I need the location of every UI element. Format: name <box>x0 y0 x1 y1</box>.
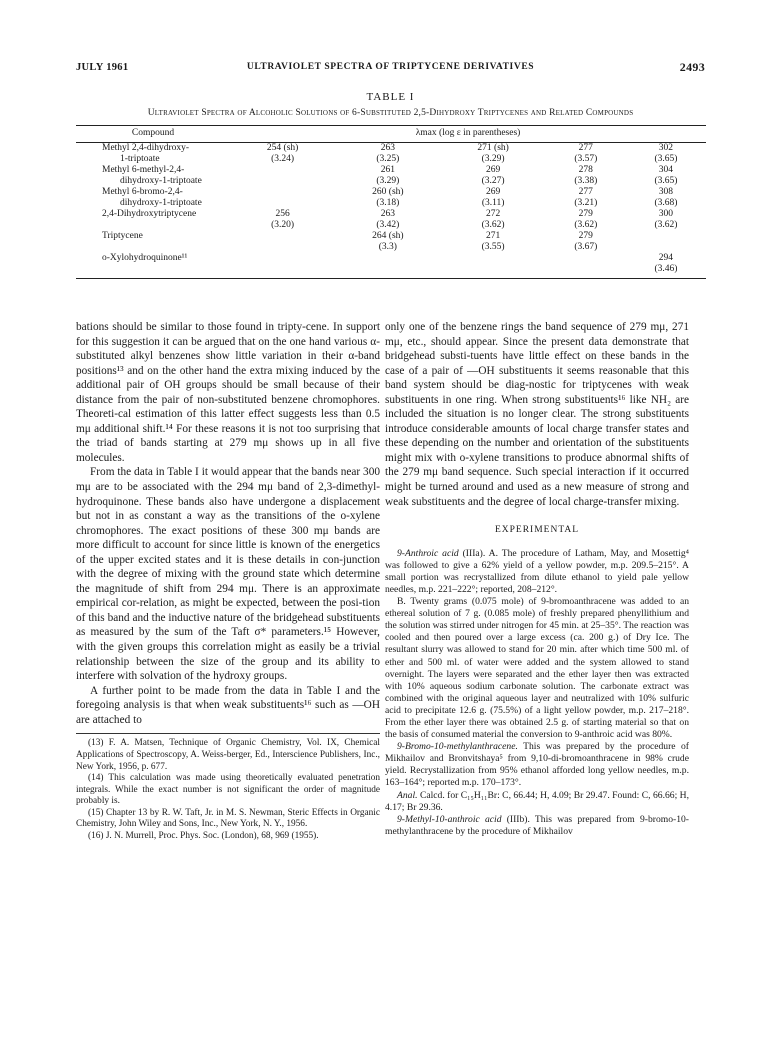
lambda-cell: (3.21) <box>574 198 598 208</box>
table-row <box>76 242 706 253</box>
lambda-cell <box>230 253 335 264</box>
lambda-cell: 254 (sh) <box>266 143 299 153</box>
compound-name <box>76 264 230 279</box>
exp-paragraph-anthroic-acid: 9-Anthroic acid (IIIa). A. The procedure of Latham, May, and Mosettig⁴ was followed to give a 62% yield of a yellow powder, m.p. 209.5–215°. A small portion was recrystallized from dilute ethanol to yield pale yellow needles, m.p. 221–222°; reported, 208–212°. <box>385 547 690 595</box>
lambda-cell: 308 <box>658 187 674 197</box>
lambda-cell <box>441 253 546 264</box>
compound-name <box>76 220 230 231</box>
lambda-cell: 277 <box>578 143 593 153</box>
lambda-cell: 271 <box>486 231 501 241</box>
compound-name: dihydroxy-1-triptoate <box>120 198 202 208</box>
lambda-cell <box>230 187 335 198</box>
lambda-cell: (3.42) <box>376 220 400 230</box>
lambda-cell: 277 <box>578 187 593 197</box>
compound-name: Methyl 2,4-dihydroxy- <box>102 143 190 153</box>
lambda-cell: 264 (sh) <box>372 231 404 241</box>
footnote-16: (16) J. N. Murrell, Proc. Phys. Soc. (London), 68, 969 (1955). <box>88 831 319 842</box>
analysis-label: Anal. <box>397 789 418 801</box>
lambda-cell: (3.25) <box>376 154 400 164</box>
table-header-compound: Compound <box>76 126 230 143</box>
lambda-cell: 256 <box>275 209 290 219</box>
lambda-cell: 263 <box>380 143 395 153</box>
lambda-cell <box>230 176 335 187</box>
table-row <box>76 154 706 165</box>
compound-title: 9-Anthroic acid <box>397 547 459 559</box>
experimental-heading: EXPERIMENTAL <box>494 525 580 536</box>
compound-name: Methyl 6-methyl-2,4- <box>102 165 185 175</box>
exp-paragraph-methyl-anthroic-acid: 9-Methyl-10-anthroic acid (IIIb). This was prepared from 9-bromo-10-methylanthracene by the procedure of Mikhailov <box>385 813 689 837</box>
lambda-cell <box>230 264 335 279</box>
lambda-cell: (3.38) <box>574 176 598 186</box>
compound-name: dihydroxy-1-triptoate <box>120 176 202 186</box>
table-row <box>76 209 706 220</box>
lambda-cell <box>546 264 626 279</box>
table-row <box>76 198 706 209</box>
lambda-cell <box>335 264 440 279</box>
table-row <box>76 264 706 279</box>
header-running-title: ULTRAVIOLET SPECTRA OF TRIPTYCENE DERIVATIVES <box>246 62 535 72</box>
footnote-14: (14) This calculation was made using theoretically evaluated penetration integrals. While the exact number is not significant the order of magnitude probably is. <box>76 773 380 807</box>
lambda-cell: 279 <box>578 209 593 219</box>
compound-title: 9-Bromo-10-methylanthracene. <box>397 741 518 753</box>
lambda-cell: (3.29) <box>376 176 400 186</box>
lambda-cell: 263 <box>380 209 395 219</box>
lambda-cell: (3.46) <box>626 264 706 279</box>
lambda-cell: 294 <box>658 253 674 263</box>
footnote-divider <box>76 733 380 734</box>
footnote-13: (13) F. A. Matsen, Technique of Organic Chemistry, Vol. IX, Chemical Applications of Spectroscopy, A. Weiss-berger, Ed., Interscience Publishers, Inc., New York, 1956, p. 677. <box>76 738 380 772</box>
lambda-cell: 278 <box>578 165 593 175</box>
compound-name: 1-triptoate <box>120 154 160 164</box>
lambda-cell: (3.27) <box>481 176 505 186</box>
table-body <box>76 143 706 279</box>
left-column <box>76 320 380 843</box>
lambda-cell: 269 <box>486 165 501 175</box>
lambda-cell: 304 <box>658 165 674 175</box>
compound-name: Methyl 6-bromo-2,4- <box>102 187 183 197</box>
header-page-number: 2493 <box>679 60 705 74</box>
lambda-cell: (3.67) <box>574 242 598 252</box>
compound-name <box>76 242 230 253</box>
table-header-lambda: λmax (log ε in parentheses) <box>230 126 706 143</box>
lambda-cell: 279 <box>578 231 593 241</box>
lambda-cell: 260 (sh) <box>372 187 404 197</box>
lambda-cell: (3.65) <box>654 176 678 186</box>
table-row <box>76 143 706 155</box>
table-row <box>76 176 706 187</box>
lambda-cell <box>230 242 335 253</box>
table-row <box>76 231 706 242</box>
experimental-section <box>385 548 689 838</box>
lambda-cell: (3.65) <box>654 154 678 164</box>
lambda-cell: 272 <box>486 209 501 219</box>
lambda-cell: (3.57) <box>574 154 598 164</box>
lambda-cell: (3.20) <box>271 220 295 230</box>
lambda-cell: (3.62) <box>654 220 678 230</box>
lambda-cell: 261 <box>380 165 395 175</box>
lambda-cell <box>230 165 335 176</box>
lambda-cell: 300 <box>658 209 674 219</box>
table-row <box>76 165 706 176</box>
lambda-cell <box>441 264 546 279</box>
lambda-cell: (3.29) <box>481 154 505 164</box>
exp-paragraph-procedure-b: B. Twenty grams (0.075 mole) of 9-bromoanthracene was added to an ethereal solution of 7 g. (0.085 mole) of freshly prepared phenyllithium and the solution was stirred under nitrogen for 45 min. at 25–35°. The reaction was cooled and then poured over a large excess (ca. 200 g.) of Dry Ice. The resultant slurry was allowed to stand for 20 min. after which time 500 ml. of ether and 500 ml. of water were added and the system allowed to stand overnight. The layers were separated and the ether layer then was extracted with 10% aqueous sodium carbonate solution. The carbonate extract was combined with the original aqueous layer and neutralized with 10% sulfuric acid to precipitate 12.6 g. (75.5%) of a light yellow powder, m.p. 217–218°. From the ether layer there was obtained 2.5 g. of starting material so that on the basis of consumed material the conversion to 9-anthroic acid was 80%. <box>385 596 689 741</box>
lambda-cell <box>626 242 706 253</box>
lambda-cell <box>546 253 626 264</box>
header-date: JULY 1961 <box>76 62 129 73</box>
table-title: TABLE I <box>366 91 415 103</box>
body-paragraph: A further point to be made from the data in Table I and the foregoing analysis is that when weak substituents¹⁶ such as —OH are attached to <box>76 684 380 726</box>
body-paragraph: bations should be similar to those found in tripty-cene. In support for this suggestion it can be argued that on the one hand various α-substituted alkyl benzenes show little variation in their α-band positions¹³ and on the other hand the extra mixing induced by the additional pair of OH groups should be small because of their distance from the pair of non-substituted benzene chromophores. Theoreti-cal estimation of this latter effect suggests less than 0.5 mμ additional shift.¹⁴ For these reasons it is not too surprising that the triad of bands starting at 279 mμ shows up in all five molecules. <box>76 321 380 464</box>
lambda-cell <box>230 198 335 209</box>
lambda-cell <box>230 231 335 242</box>
lambda-cell: 271 (sh) <box>477 143 509 153</box>
lambda-cell: (3.3) <box>378 242 397 252</box>
lambda-cell: (3.62) <box>574 220 598 230</box>
compound-name: 2,4-Dihydroxytriptycene <box>102 209 197 219</box>
footnotes <box>76 738 380 842</box>
body-paragraph: From the data in Table I it would appear that the bands near 300 mμ are to be associated with the 294 mμ band of 2,3-dimethyl-hydroquinone. These bands also have undergone a displacement but not in as constant a way as the transitions of the o-xylene chromophores. The exact positions of these 300 mμ bands are more difficult to account for since little is known of the energetics of the upper excited states and it is these details in con-junction with the degree of mixing with the ground state which determine the magnitude of shift from 294 mμ. There is an approximate empirical cor-relation, as might be expected, between the posi-tion of this band and the inductive nature of the bridgehead substituents as measured by the sum of the Taft σ* parameters.¹⁵ However, with the given groups this correlation might as easily be a trivial relationship between the size of the group and its ability to interfere with solvation of the hydroxy groups. <box>76 466 380 683</box>
uv-spectra-table <box>76 125 706 279</box>
lambda-cell: (3.68) <box>654 198 678 208</box>
right-column <box>385 320 689 838</box>
exp-paragraph-analysis: Anal. Calcd. for C₁₅H₁₁Br: C, 66.44; H, 4.09; Br 29.47. Found: C, 66.66; H, 4.17; Br 29.36. <box>385 789 689 813</box>
table-row <box>76 253 706 264</box>
lambda-cell: (3.62) <box>481 220 505 230</box>
lambda-cell: 302 <box>658 143 674 153</box>
lambda-cell <box>335 253 440 264</box>
running-header <box>76 62 705 78</box>
lambda-cell: (3.18) <box>376 198 400 208</box>
table-caption: Ultraviolet Spectra of Alcoholic Solutions of 6-Substituted 2,5-Dihydroxy Triptycenes and Related Compounds <box>147 108 634 118</box>
body-paragraph: only one of the benzene rings the band sequence of 279 mμ, 271 mμ, etc., should appear. Since the present data demonstrate that bridgehead substi-tuents have little effect on these bands in the case of a pair of —OH substituents it seems reasonable that this band system should be diag-nostic for triptycenes with weak substituents in one ring. When strong substituents¹⁶ like NH₂ are included the situation is no longer clear. The strong substituents introduce considerable amounts of local charge transfer states and these depending on the number and orientation of the substituents might mix with o-xylene transitions to produce abnormal shifts of the 279 mμ band sequence. Such special interaction if it occurred might be turned around and used as a new measure of strong and weak substituents and the degree of local charge-transfer mixing. <box>385 321 689 508</box>
compound-name: o-Xylohydroquinone¹¹ <box>102 253 188 263</box>
table-row <box>76 220 706 231</box>
table-row <box>76 187 706 198</box>
exp-paragraph-bromo-methylanthracene: 9-Bromo-10-methylanthracene. This was prepared by the procedure of Mikhailov and Bronvitshaya⁵ from 9,10-di-bromoanthracene in 98% crude yield. Recrystallization from 95% ethanol afforded long yellow needles, m.p. 163–164°; reported m.p. 170–173°. <box>385 741 689 789</box>
compound-title: 9-Methyl-10-anthroic acid <box>397 813 502 825</box>
lambda-cell: (3.55) <box>481 242 505 252</box>
lambda-cell: (3.11) <box>481 198 505 208</box>
lambda-cell: (3.24) <box>271 154 295 164</box>
lambda-cell <box>626 231 706 242</box>
footnote-15: (15) Chapter 13 by R. W. Taft, Jr. in M. S. Newman, Steric Effects in Organic Chemistry, John Wiley and Sons, Inc., New York, N. Y., 1956. <box>76 807 380 830</box>
lambda-cell: 269 <box>486 187 501 197</box>
compound-name: Triptycene <box>102 231 143 241</box>
